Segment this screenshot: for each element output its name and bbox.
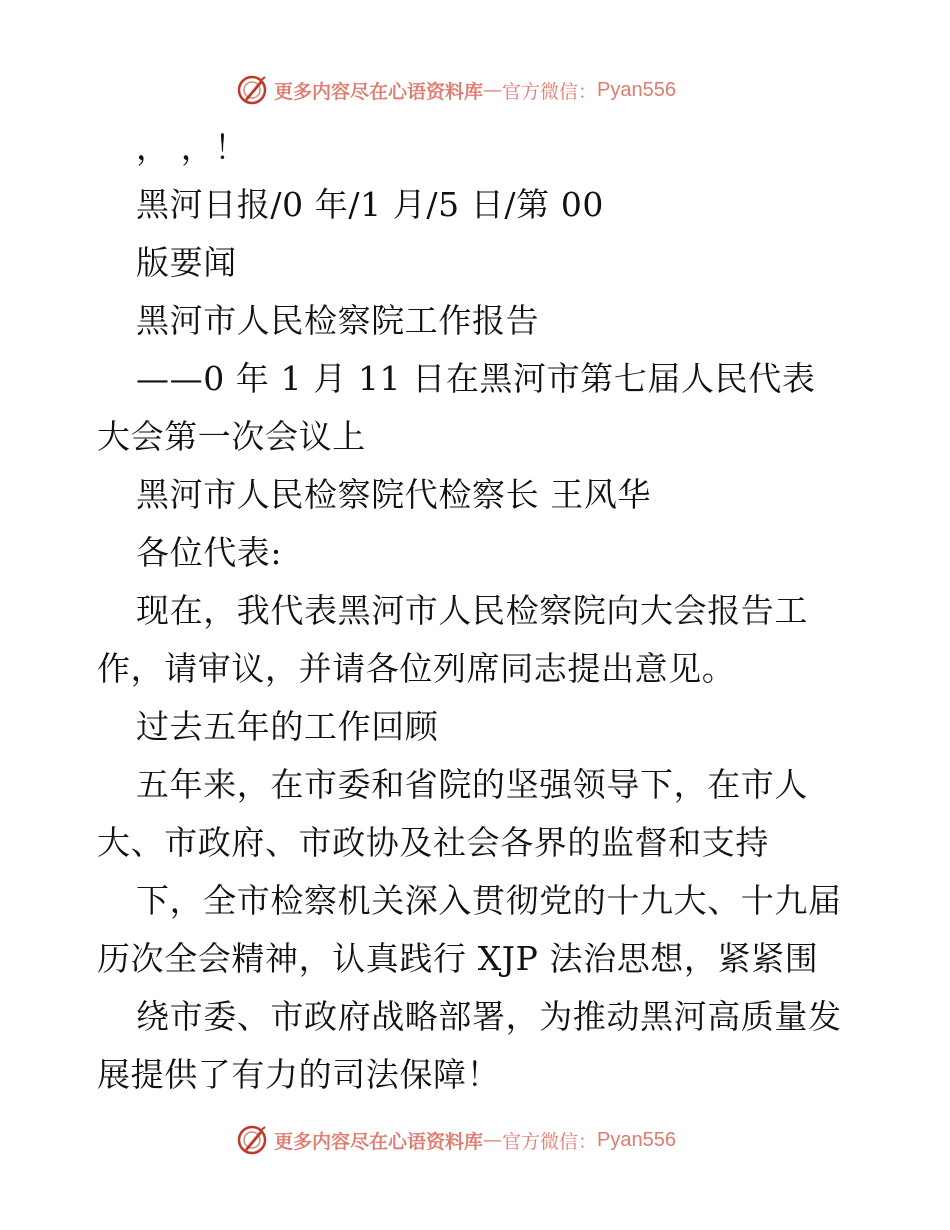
banner-dash: — [483, 1129, 503, 1151]
doc-paragraph-3-line-2: 历次全会精神，认真践行 XJP 法治思想，紧紧围 [97, 939, 819, 978]
banner-wechat-id: Pyan556 [597, 1128, 676, 1151]
doc-line-section: 版要闻 [136, 243, 237, 282]
banner-wechat-id: Pyan556 [597, 78, 676, 101]
doc-author: 黑河市人民检察院代检察长 王风华 [136, 475, 652, 514]
banner-wechat-label: 官方微信： [502, 1130, 598, 1153]
doc-paragraph-4-line-2: 展提供了有力的司法保障！ [97, 1055, 501, 1094]
banner-dash: — [483, 79, 503, 101]
doc-paragraph-2-line-2: 大、市政府、市政协及社会各界的监督和支持 [97, 823, 769, 862]
footer-watermark-banner [236, 1122, 676, 1158]
doc-paragraph-2-line-1: 五年来，在市委和省院的坚强领导下，在市人 [136, 765, 808, 804]
banner-text: 更多内容尽在心语资料库 [274, 80, 484, 103]
doc-paragraph-4-line-1: 绕市委、市政府战略部署，为推动黑河高质量发 [136, 997, 842, 1036]
quill-logo-icon [236, 74, 268, 106]
doc-subtitle-line-2: 大会第一次会议上 [97, 417, 366, 456]
banner-wechat-label: 官方微信： [502, 80, 598, 103]
doc-line-punctuation: ， ，！ [136, 128, 248, 167]
doc-paragraph-1-line-2: 作，请审议，并请各位列席同志提出意见。 [97, 649, 736, 688]
quill-logo-icon [236, 1124, 268, 1156]
header-watermark-banner [236, 72, 676, 108]
doc-salutation: 各位代表: [136, 533, 283, 572]
doc-paragraph-1-line-1: 现在，我代表黑河市人民检察院向大会报告工 [136, 591, 808, 630]
doc-line-source: 黑河日报/0 年/1 月/5 日/第 00 [136, 185, 605, 224]
doc-paragraph-3-line-1: 下，全市检察机关深入贯彻党的十九大、十九届 [136, 881, 842, 920]
banner-text: 更多内容尽在心语资料库 [274, 1130, 484, 1153]
doc-subtitle-line-1: ——0 年 1 月 11 日在黑河市第七届人民代表 [136, 359, 816, 398]
doc-title: 黑河市人民检察院工作报告 [136, 301, 540, 340]
doc-section-heading: 过去五年的工作回顾 [136, 707, 439, 746]
